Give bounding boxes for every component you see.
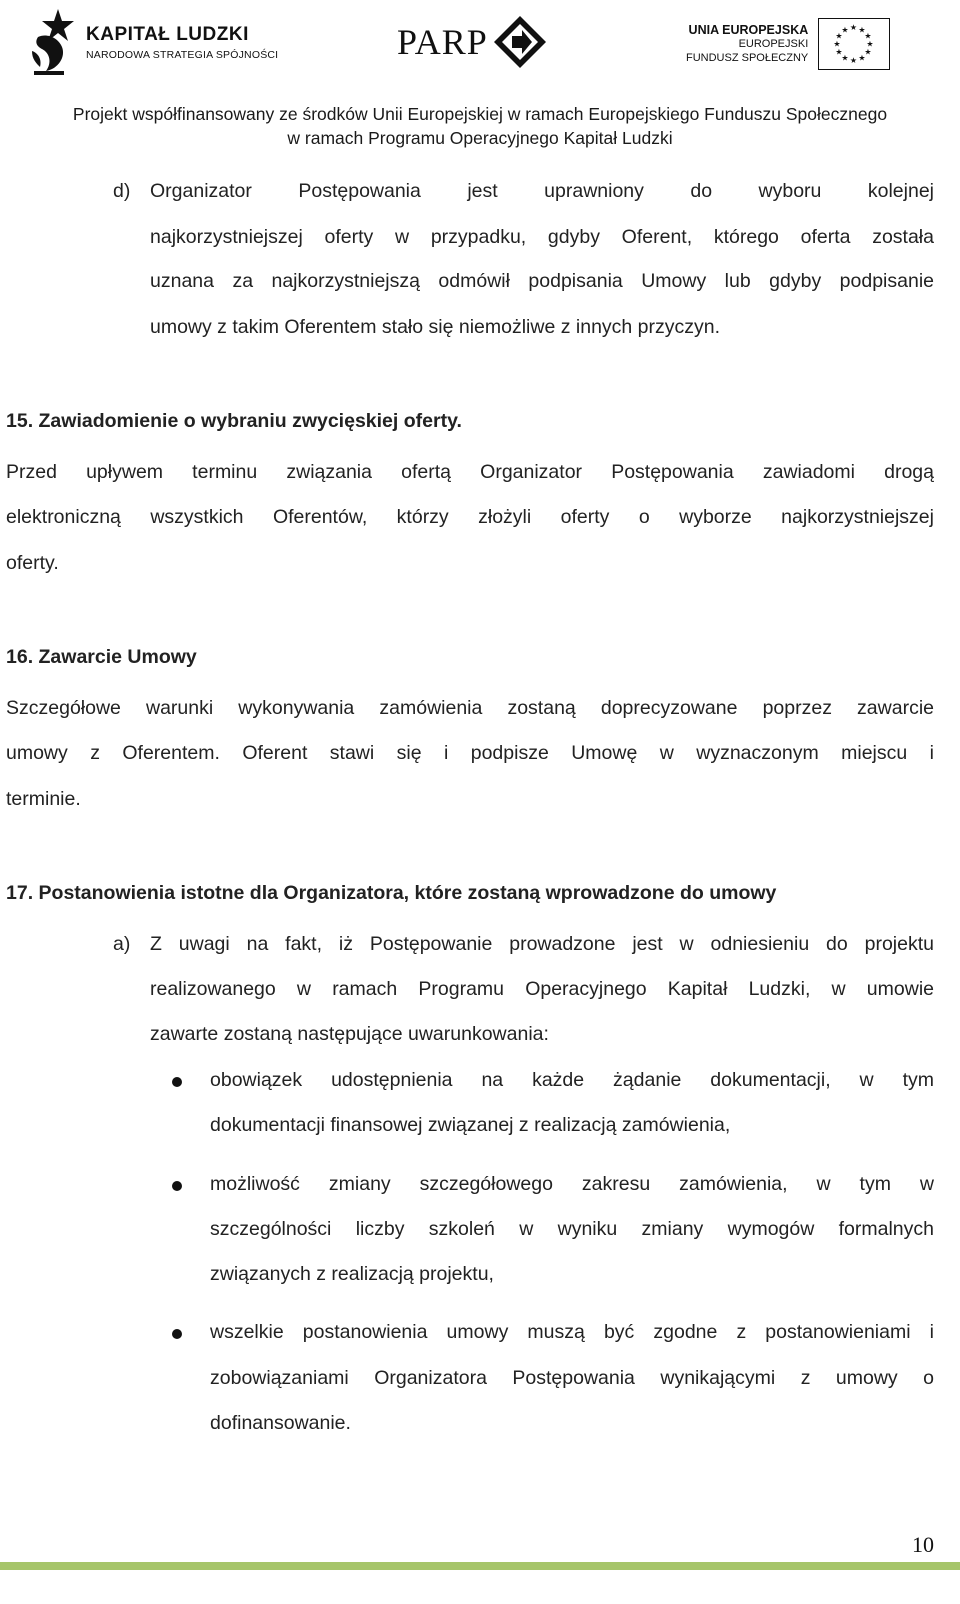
kapital-ludzki-subtitle: NARODOWA STRATEGIA SPÓJNOŚCI: [86, 48, 279, 61]
bullet-dot-icon: [172, 1077, 182, 1087]
eu-title: UNIA EUROPEJSKA: [688, 23, 809, 37]
eu-logo: [686, 16, 890, 72]
kapital-ludzki-title: KAPITAŁ LUDZKI: [86, 23, 249, 45]
svg-text:★: ★: [864, 47, 872, 57]
section-15-line-1: Przed upływem terminu związania ofertą Organizator Postępowania zawiadomi drogą: [6, 461, 934, 483]
item-d-line-2: najkorzystniejszej oferty w przypadku, gdyby Oferent, którego oferta została: [150, 226, 934, 248]
bullet-dot-icon: [172, 1181, 182, 1191]
section-16-heading: 16. Zawarcie Umowy: [6, 646, 197, 668]
svg-text:★: ★: [835, 31, 843, 41]
parp-logo: [397, 14, 548, 70]
eu-line2: EUROPEJSKI: [738, 38, 809, 50]
svg-text:★: ★: [841, 53, 849, 63]
item-a-line-3: zawarte zostaną następujące uwarunkowania:: [150, 1023, 549, 1045]
item-d-marker: d): [113, 180, 131, 202]
bullet-3-line-1: wszelkie postanowienia umowy muszą być zgodne z postanowieniami i: [210, 1321, 934, 1343]
item-a-line-1: Z uwagi na fakt, iż Postępowanie prowadzone jest w odniesieniu do projektu: [150, 933, 934, 955]
project-info-line-1: Projekt współfinansowany ze środków Unii Europejskiej w ramach Europejskiego Funduszu Społecznego: [72, 104, 888, 124]
svg-text:★: ★: [841, 25, 849, 35]
bullet-3-line-2: zobowiązaniami Organizatora Postępowania wynikającymi z umowy o: [210, 1367, 934, 1389]
page-number: 10: [912, 1532, 934, 1557]
svg-text:★: ★: [833, 39, 841, 49]
svg-text:★: ★: [850, 23, 858, 32]
section-15-heading: 15. Zawiadomienie o wybraniu zwycięskiej oferty.: [6, 410, 462, 432]
bullet-dot-icon: [172, 1329, 182, 1339]
eu-flag-icon: [818, 18, 890, 70]
section-15-line-2: elektroniczną wszystkich Oferentów, którzy złożyli oferty o wyborze najkorzystniejszej: [6, 506, 934, 528]
bullet-2-line-1: możliwość zmiany szczegółowego zakresu zamówienia, w tym w: [210, 1173, 934, 1195]
item-d-line-3: uznana za najkorzystniejszą odmówił podpisania Umowy lub gdyby podpisanie: [150, 270, 934, 292]
item-a-marker: a): [113, 933, 131, 955]
bullet-1-line-2: dokumentacji finansowej związanej z realizacją zamówienia,: [210, 1114, 731, 1136]
svg-text:★: ★: [858, 53, 866, 63]
bullet-3-line-3: dofinansowanie.: [210, 1412, 351, 1434]
project-info-line-2: w ramach Programu Operacyjnego Kapitał Ludzki: [287, 128, 673, 148]
bullet-2-line-3: związanych z realizacją projektu,: [210, 1263, 494, 1285]
section-16-line-2: umowy z Oferentem. Oferent stawi się i podpisze Umowę w wyznaczonym miejscu i: [6, 742, 934, 764]
section-15-line-3: oferty.: [6, 552, 59, 574]
parp-title: PARP: [397, 22, 488, 62]
section-17-heading: 17. Postanowienia istotne dla Organizatora, które zostaną wprowadzone do umowy: [6, 882, 777, 904]
page-header: [0, 0, 960, 160]
section-16-line-3: terminie.: [6, 788, 81, 810]
item-d-line-4: umowy z takim Oferentem stało się niemożliwe z innych przyczyn.: [150, 316, 721, 338]
eu-line3: FUNDUSZ SPOŁECZNY: [686, 52, 809, 64]
svg-text:★: ★: [835, 47, 843, 57]
svg-text:★: ★: [866, 39, 874, 49]
parp-emblem-icon: [492, 14, 548, 70]
svg-text:★: ★: [858, 25, 866, 35]
bullet-2-line-2: szczególności liczby szkoleń w wyniku zmiany wymogów formalnych: [210, 1218, 934, 1240]
svg-text:★: ★: [864, 31, 872, 41]
svg-text:★: ★: [850, 56, 858, 65]
kapital-ludzki-logo: [28, 6, 278, 78]
item-d-line-1: Organizator Postępowania jest uprawniony do wyboru kolejnej: [150, 180, 934, 202]
section-16-line-1: Szczegółowe warunki wykonywania zamówienia zostaną doprecyzowane poprzez zawarcie: [6, 697, 934, 719]
kapital-ludzki-emblem-icon: [28, 7, 80, 77]
footer-bar: [0, 1562, 960, 1570]
item-a-line-2: realizowanego w ramach Programu Operacyjnego Kapitał Ludzki, w umowie: [150, 978, 934, 1000]
bullet-1-line-1: obowiązek udostępnienia na każde żądanie dokumentacji, w tym: [210, 1069, 934, 1091]
